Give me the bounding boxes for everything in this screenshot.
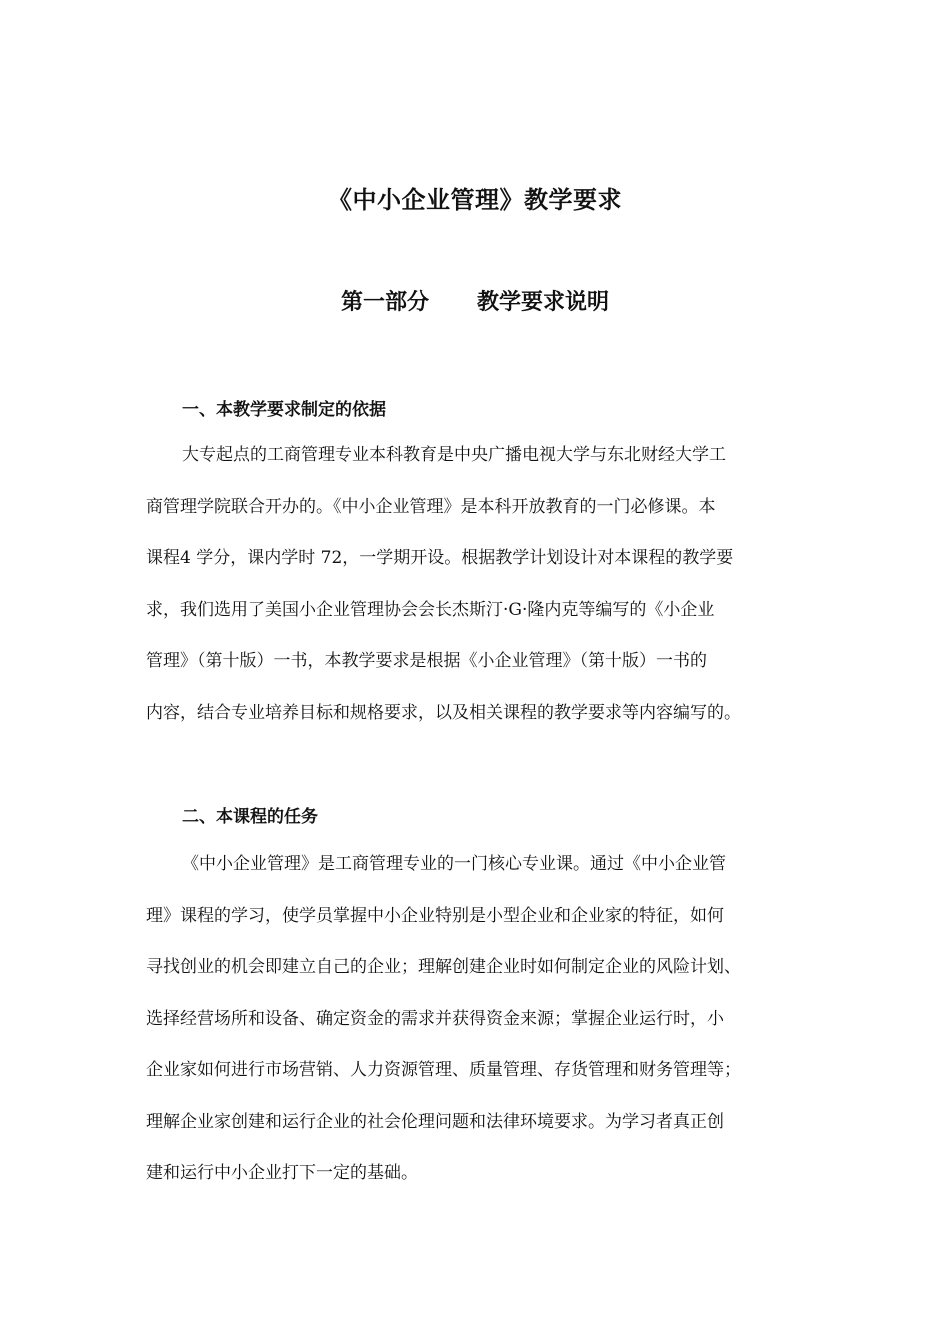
section-body-tasks — [146, 839, 818, 1200]
paragraph-line: 求，我们选用了美国小企业管理协会会长杰斯汀·G·隆内克等编写的《小企业 — [146, 599, 715, 620]
paragraph-line: 《中小企业管理》是工商管理专业的一门核心专业课。通过《中小企业管 — [182, 854, 726, 874]
section-heading-tasks: 二、本课程的任务 — [182, 807, 318, 827]
paragraph-line: 选择经营场所和设备、确定资金的需求并获得资金来源；掌握企业运行时，小 — [146, 1008, 724, 1029]
part-heading — [0, 285, 950, 316]
part-name: 教学要求说明 — [477, 290, 610, 315]
paragraph-line: 寻找创业的机会即建立自己的企业；理解创建企业时如何制定企业的风险计划、 — [146, 957, 741, 977]
document-title: 《中小企业管理》教学要求 — [328, 186, 622, 214]
section-heading-basis: 一、本教学要求制定的依据 — [182, 400, 386, 420]
section-body-basis — [146, 430, 818, 739]
paragraph-line: 理》课程的学习，使学员掌握中小企业特别是小型企业和企业家的特征，如何 — [146, 905, 724, 926]
paragraph-line: 课程4 学分，课内学时 72，一学期开设。根据教学计划设计对本课程的教学要 — [146, 548, 734, 568]
paragraph-line: 商管理学院联合开办的。《中小企业管理》是本科开放教育的一门必修课。本 — [146, 496, 716, 517]
paragraph-line: 内容，结合专业培养目标和规格要求，以及相关课程的教学要求等内容编写的。 — [146, 702, 741, 723]
paragraph-line: 理解企业家创建和运行企业的社会伦理问题和法律环境要求。为学习者真正创 — [146, 1111, 724, 1132]
part-label: 第一部分 — [340, 290, 429, 315]
paragraph-line: 企业家如何进行市场营销、人力资源管理、质量管理、存货管理和财务管理等； — [146, 1060, 741, 1080]
paragraph-line: 建和运行中小企业打下一定的基础。 — [146, 1163, 418, 1183]
paragraph-line: 大专起点的工商管理专业本科教育是中央广播电视大学与东北财经大学工 — [182, 445, 726, 465]
paragraph-line: 管理》（第十版）一书，本教学要求是根据《小企业管理》（第十版）一书的 — [146, 651, 707, 671]
